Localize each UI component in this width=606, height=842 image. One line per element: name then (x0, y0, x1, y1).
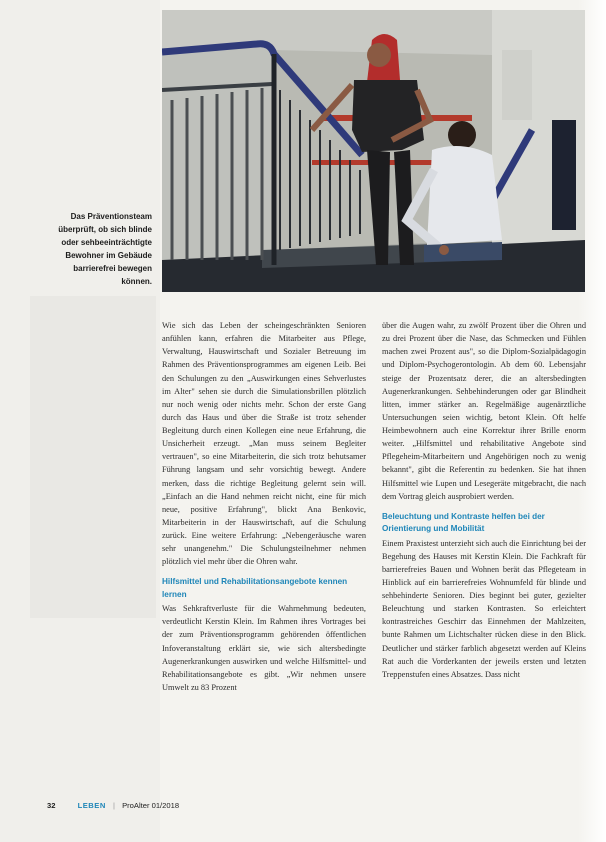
page-number: 32 (47, 801, 56, 810)
caption-line: Bewohner im Gebäude (65, 250, 152, 260)
footer-separator: | (112, 801, 115, 810)
paragraph-body-2: Einem Praxistest unterzieht sich auch die Einrichtung bei der Begehung des Hauses mit Kerstin Klein. Die Fachkraft für barrierefreies Bauen und Wohnen berät das Pflegeteam in Hinblick auf ein barrierefreies Wohnumfeld für blinde und sehbehinderte Senioren. Dies beginnt bei guter, gezielter Beleuchtung und starken Kontrasten. So erleichtert kontrastreiches Geschirr das Einnehmen der Mahlzeiten, bunte Rahmen um Lichtschalter rücken diese in den Blick. Deutlicher und stärker farblich abgesetzt werden auf Kleins Rat auch die Vorderkanten der jeweils ersten und letzten Treppenstufen eines Absatzes. Dass nicht (382, 538, 586, 679)
caption-line: Das Präventionsteam (70, 212, 152, 221)
paragraph-continued: über die Augen wahr, zu zwölf Prozent über die Ohren und zu drei Prozent über die Nase, das Schmecken und Fühlen machen zwei Prozent aus", so die Diplom-Sozialpädagogin und Diplom-Psychogerontologin. Ab dem 60. Lebensjahr steige der Prozentsatz derer, die an altersbedingten Augenerkrankungen. Sehbehinderungen oder gar Blindheit litten, immer stärker an. Regelmäßige augenärztliche Untersuchungen seien wichtig, betont Klein. Oft helfe Heimbewohnern auch eine Korrektur ihrer Brille enorm weiter. „Hilfsmittel und rehabilitative Angebote sind Pflegeheim-Mitarbeitern und Angehörigen noch zu wenig bekannt", gibt die Referentin zu bedenken. Sie hat ihnen Hilfsmittel wie Lupen und Lesegeräte mitgebracht, die nach dem Vortrag gleich ausprobiert werden. (382, 321, 586, 501)
paragraph-intro: Wie sich das Leben der scheingeschränkten Senioren anfühlen kann, erfahren die Mitarbeiter aus Pflege, Verwaltung, Hauswirtschaft und Sozialer Betreuung im Rahmen des Präventionsprogrammes am eigenen Leib. Bei den Schulungen zu den „Auswirkungen eines Sehverlustes im Alter" sehen sie durch die Simulationsbrillen plötzlich nur noch wenig oder nichts mehr. Schon der erste Gang durch das Haus und über die Straße ist trotz sehender Begleitung durch einen Kollegen eine neue Erfahrung, die Unsicherheit erzeugt. „Man muss seinem Begleiter vertrauen", so eine Mitarbeiterin, die sich trotz behutsamer Führung langsam und sehr vorsichtig bewegt. Andere merken, dass die richtige Begleitung gelernt sein will. „Einfach an die Hand nehmen reicht nicht, eine für mich neue, positive Erfahrung", blickt Ana Benkovic, Mitarbeiterin in der Hauswirtschaft, auf die Schulung zurück. Eine weitere Erfahrung: „Nebengeräusche waren sehr unangenehm." Die Schulungsteilnehmer nehmen plötzlich viel mehr über die Ohren wahr. (162, 321, 366, 567)
subheading-hilfsmittel: Hilfsmittel und Rehabilitationsangebote kennen lernen (162, 577, 348, 599)
photo-caption (40, 211, 152, 288)
section-name: LEBEN (77, 801, 106, 810)
article-photo (162, 10, 585, 292)
subheading-beleuchtung: Beleuchtung und Kontraste helfen bei der Orientierung und Mobilität (382, 511, 545, 534)
caption-line: oder sehbeeinträchtigte (61, 237, 152, 247)
article-column-right (382, 319, 586, 681)
caption-line: können. (121, 276, 152, 286)
issue-label: ProAlter 01/2018 (122, 801, 180, 810)
caption-line: überprüft, ob sich blinde (58, 224, 152, 234)
paragraph-body: Was Sehkraftverluste für die Wahrnehmung bedeuten, verdeutlicht Kerstin Klein. Im Rahmen ihres Vortrages bei der zum Präventionsprogramm gehörenden öffentlichen Infoveranstaltung erklärt sie, wie sich altersbedingte Augenerkrankungen auswirken und welche Hilfsmittel- und Rehabilitationsangebote es gibt. „Wir nehmen unsere Umwelt zu 83 Prozent (162, 604, 366, 692)
page-footer (47, 801, 179, 810)
margin-panel (30, 296, 156, 618)
caption-line: barrierefrei bewegen (73, 263, 152, 273)
article-column-left (162, 319, 366, 694)
